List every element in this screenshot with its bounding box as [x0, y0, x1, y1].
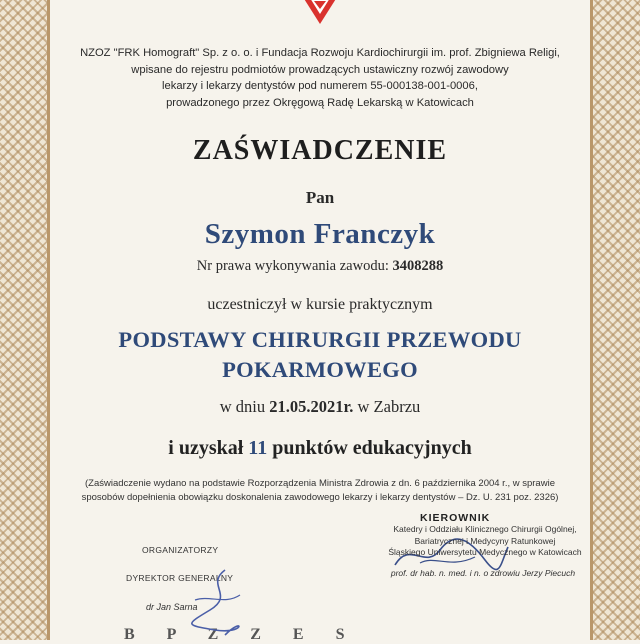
course-date: 21.05.2021r.: [269, 397, 354, 416]
organizer-name: dr Jan Sarna: [146, 602, 198, 612]
organizer-stamp-initials: B P Z Z E S: [124, 626, 359, 643]
course-title-line: POKARMOWEGO: [222, 357, 418, 382]
header-line: lekarzy i lekarzy dentystów pod numerem 55-000138-001-0006,: [162, 80, 478, 92]
header-line: wpisane do rejestru podmiotów prowadzących ustawiczny rozwój zawodowy: [131, 63, 509, 76]
date-location: w Zabrzu: [357, 397, 421, 416]
license-number: 3408288: [392, 258, 444, 274]
points-value: 11: [248, 437, 268, 459]
head-signatory: prof. dr hab. n. med. i n. o zdrowiu Jerzy Piecuch: [390, 568, 576, 578]
organizer-role: DYREKTOR GENERALNY: [126, 573, 234, 583]
license-line: [50, 258, 590, 275]
header-line: prowadzonego przez Okręgową Radę Lekarską w Katowicach: [166, 96, 474, 109]
decorative-border-right: [590, 0, 640, 640]
course-title-line: PODSTAWY CHIRURGII PRZEWODU: [118, 327, 522, 352]
certificate-title: ZAŚWIADCZENIE: [192, 135, 448, 166]
course-title: [50, 325, 590, 385]
organizers-label: ORGANIZATORZY: [142, 545, 219, 555]
points-suffix: punktów edukacyjnych: [272, 437, 472, 459]
organizer-signature-icon: [165, 565, 255, 640]
head-stamp: [380, 524, 590, 559]
recipient-name: Szymon Franczyk: [204, 218, 436, 250]
header-line: NZOZ "FRK Homograft" Sp. z o. o. i Fundacja Rozwoju Kardiochirurgii im. prof. Zbigniewa Religi,: [80, 47, 560, 59]
date-line: [50, 397, 590, 417]
stamp-line: Śląskiego Uniwersytetu Medycznego w Katowicach: [388, 547, 582, 557]
salutation: Pan: [305, 188, 335, 207]
legal-line: sposobów dopełnienia obowiązku doskonalenia zawodowego lekarzy i lekarzy dentystów – Dz. U. 231 poz. 2326): [81, 492, 559, 503]
legal-note: [70, 477, 570, 505]
decorative-border-left: [0, 0, 50, 640]
issuer-header: [50, 45, 590, 111]
points-line: [50, 437, 590, 460]
course-intro: uczestniczył w kursie praktycznym: [207, 296, 433, 313]
legal-line: (Zaświadczenie wydano na podstawie Rozporządzenia Ministra Zdrowia z dn. 6 października 2004 r., w sprawie: [85, 478, 555, 489]
stamp-line: Bariatrycznej i Medycyny Ratunkowej: [414, 535, 556, 546]
stamp-line: Katedry i Oddziału Klinicznego Chirurgii Ogólnej,: [393, 524, 577, 534]
license-label: Nr prawa wykonywania zawodu:: [196, 258, 389, 274]
head-title: KIEROWNIK: [420, 512, 491, 524]
date-prefix: w dniu: [219, 397, 266, 416]
points-prefix: i uzyskał: [168, 437, 244, 459]
